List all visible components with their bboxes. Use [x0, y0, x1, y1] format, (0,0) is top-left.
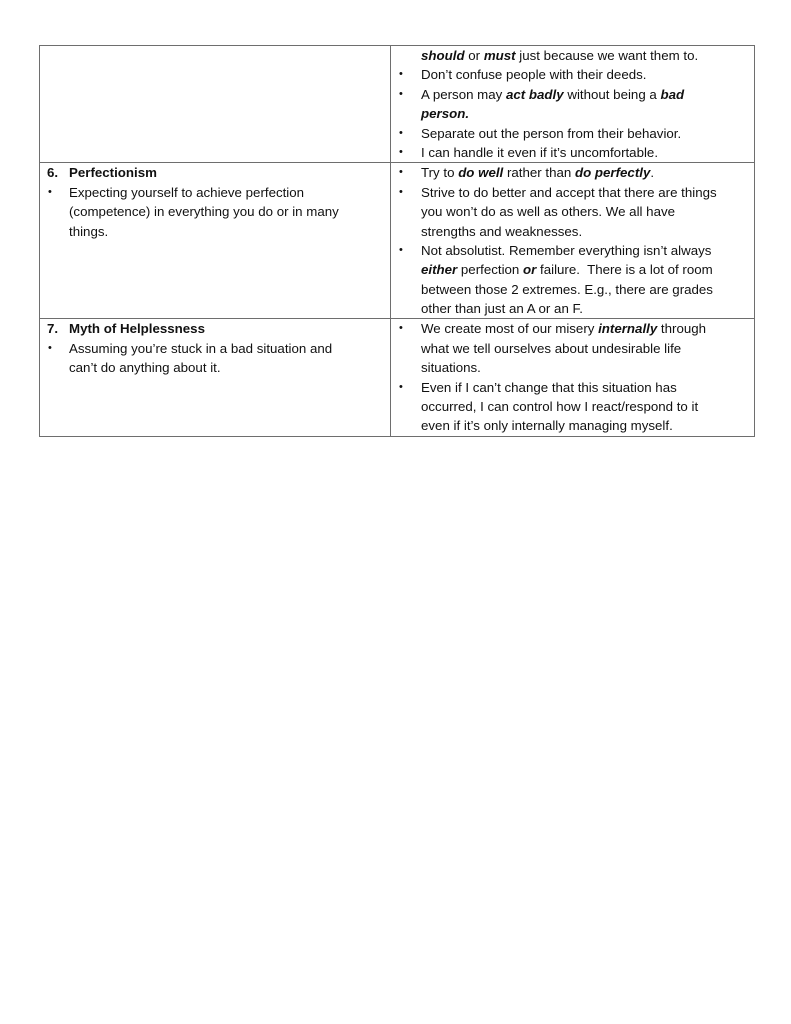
table-row-continuation: [40, 46, 755, 163]
bullet-icon: •: [48, 185, 52, 198]
bullet-line: • We create most of our misery internally through: [391, 319, 754, 338]
text-line: other than just an A or an F.: [421, 301, 583, 317]
table-row-perfectionism: [40, 163, 755, 319]
belief-heading: 6. Perfectionism: [40, 163, 390, 182]
bullet-icon: •: [399, 243, 403, 256]
bullet-line: • Don’t confuse people with their deeds.: [391, 65, 754, 84]
text-line: should or must just because we want them to.: [421, 48, 699, 63]
bullet-icon: •: [399, 87, 403, 100]
belief-number: 7.: [47, 321, 59, 337]
bullet-line: • Not absolutist. Remember everything isn’t always: [391, 241, 754, 260]
text-line: things.: [69, 223, 109, 239]
text-line: (competence) in everything you do or in many: [69, 204, 339, 220]
bullet-line: • Even if I can’t change that this situation has: [391, 378, 754, 397]
bullet-line: • Separate out the person from their behavior.: [391, 124, 754, 143]
bullet-icon: •: [399, 185, 403, 198]
bullet-line: • Strive to do better and accept that there are things: [391, 183, 754, 202]
right-cell-helplessness: [391, 319, 755, 436]
left-cell-helplessness: [40, 319, 391, 436]
right-cell-rational-responses: [391, 46, 755, 163]
right-cell-perfectionism: [391, 163, 755, 319]
left-cell-perfectionism: [40, 163, 391, 319]
beliefs-table: [39, 45, 755, 437]
belief-number: 6.: [47, 165, 59, 181]
bullet-icon: •: [399, 126, 403, 139]
left-cell-empty: [40, 46, 391, 163]
bullet-line: • A person may act badly without being a bad: [391, 85, 754, 104]
text-line: can’t do anything about it.: [69, 360, 221, 376]
table-row-helplessness: [40, 319, 755, 436]
text-line: person.: [421, 106, 470, 122]
text-line: between those 2 extremes. E.g., there are grades: [421, 281, 713, 297]
bullet-icon: •: [399, 380, 403, 393]
bullet-line: • I can handle it even if it’s uncomfortable.: [391, 143, 754, 162]
bullet-icon: •: [399, 68, 403, 81]
bullet-icon: •: [399, 322, 403, 335]
text-line: you won’t do as well as others. We all have: [421, 204, 676, 220]
bullet-line: • Assuming you’re stuck in a bad situation and: [40, 339, 390, 358]
bullet-icon: •: [399, 166, 403, 179]
text-line: what we tell ourselves about undesirable life: [421, 340, 682, 356]
bullet-line: • Expecting yourself to achieve perfection: [40, 183, 390, 202]
text-line: even if it’s only internally managing myself.: [421, 418, 673, 434]
bullet-icon: •: [48, 341, 52, 354]
bullet-icon: •: [399, 145, 403, 158]
text-line: strengths and weaknesses.: [421, 223, 583, 239]
bullet-line: • Try to do well rather than do perfectly.: [391, 163, 754, 182]
text-line: occurred, I can control how I react/respond to it: [421, 399, 699, 415]
text-line: either perfection or failure. There is a lot of room: [421, 262, 713, 278]
belief-heading: 7. Myth of Helplessness: [40, 319, 390, 338]
text-line: situations.: [421, 360, 481, 376]
